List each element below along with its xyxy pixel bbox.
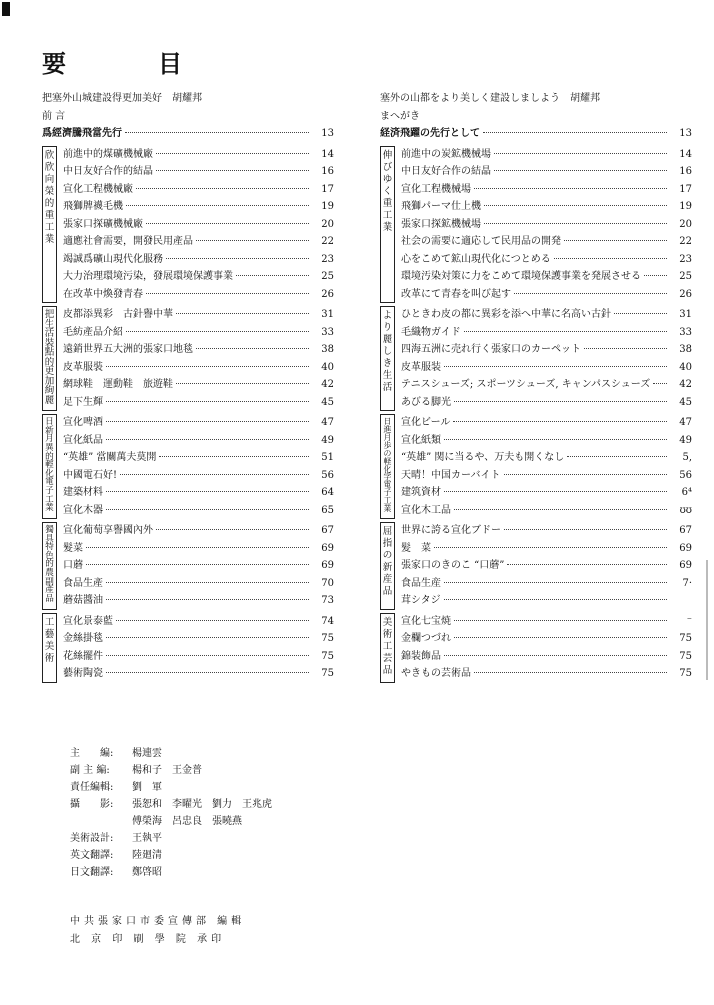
toc-entry[interactable] xyxy=(401,484,692,502)
page-number: 75 xyxy=(321,650,334,662)
credit-role: 美術設計: xyxy=(70,833,114,844)
dot-leader xyxy=(106,672,309,673)
dot-leader xyxy=(159,456,309,457)
toc-entry[interactable] xyxy=(401,163,692,181)
toc-entry[interactable] xyxy=(401,268,692,286)
dot-leader xyxy=(494,170,667,171)
entry-title: 食品生産 xyxy=(401,577,441,589)
scan-edge-line xyxy=(706,560,708,680)
dot-leader xyxy=(444,582,667,583)
toc-entry[interactable] xyxy=(63,467,334,485)
page-number: 49 xyxy=(679,434,692,446)
dot-leader xyxy=(116,620,309,621)
toc-entry[interactable] xyxy=(63,414,334,432)
page-number: 31 xyxy=(321,309,334,320)
dot-leader xyxy=(474,188,667,189)
toc-entry[interactable] xyxy=(63,484,334,502)
dot-leader xyxy=(444,655,667,656)
page-number: 19 xyxy=(321,201,334,212)
credit-role: 責任編輯: xyxy=(70,782,114,793)
page-number: 14 xyxy=(679,148,692,160)
page-number: 17 xyxy=(679,183,692,195)
page-number: 56 xyxy=(321,469,334,481)
toc-entry[interactable] xyxy=(63,449,334,467)
entry-title: “英雄” 関に当るや、万夫も開くなし xyxy=(401,452,565,463)
toc-entry[interactable] xyxy=(401,613,692,631)
page-number: 75 xyxy=(679,633,692,644)
dot-leader xyxy=(567,456,667,457)
dot-leader xyxy=(236,275,309,276)
entry-title: 中日友好合作の結晶 xyxy=(401,166,491,177)
preface-line: まへがき xyxy=(380,110,420,122)
editor-org-line: 中共張家口市委宣傳部 編輯 xyxy=(70,916,246,927)
entry-title: 網球鞋 運動鞋 旅遊鞋 xyxy=(63,379,173,390)
page-title: 要 目 xyxy=(42,49,216,78)
page-number: 33 xyxy=(679,326,692,338)
dot-leader xyxy=(454,401,667,402)
dot-leader xyxy=(614,313,667,314)
page-number: 40 xyxy=(679,361,692,373)
page-number: 75 xyxy=(321,668,334,679)
toc-entry[interactable] xyxy=(401,414,692,432)
entry-title: 藝術陶瓷 xyxy=(63,668,103,679)
page-number: 31 xyxy=(679,309,692,320)
section-group xyxy=(380,522,692,610)
entry-title: 世界に誇る宣化ブドー xyxy=(401,525,501,536)
entry-title: 張家口探礦機械廠 xyxy=(63,218,143,230)
page-number: 65 xyxy=(321,504,334,516)
page-number: 25 xyxy=(679,271,692,282)
credit-row xyxy=(70,762,272,779)
toc-entry[interactable] xyxy=(63,432,334,450)
credit-role: 主 編: xyxy=(70,748,114,759)
credit-role: 副 主 編: xyxy=(70,765,110,776)
entry-title: 宣化啤酒 xyxy=(63,417,103,428)
toc-entry[interactable] xyxy=(63,251,334,269)
page-number: 75 xyxy=(321,633,334,644)
entry-title: ひときわ皮の都に異彩を添へ中華に名高い古針 xyxy=(401,309,611,320)
toc-entry[interactable] xyxy=(401,146,692,164)
credit-names: 王執平 xyxy=(132,833,162,844)
page-number: 47 xyxy=(679,417,692,428)
page-number: 40 xyxy=(321,361,334,373)
section-label: 獨 具 特 色 的 農 副 產 品 xyxy=(42,522,57,610)
toc-entry[interactable] xyxy=(63,286,334,304)
credit-names: 陸廻清 xyxy=(132,850,162,861)
entry-title: 金欄つづれ xyxy=(401,633,451,644)
toc-entry[interactable] xyxy=(63,502,334,520)
entry-title: 建築材料 xyxy=(63,487,103,498)
credit-role: 英文翻譯: xyxy=(70,850,114,861)
credit-row xyxy=(70,813,272,830)
section-label: よ り 麗 し き 生 活 xyxy=(380,306,395,411)
toc-entry[interactable] xyxy=(401,376,692,394)
entry-title: 毛紡產品介紹 xyxy=(63,326,123,338)
toc-entry[interactable] xyxy=(401,540,692,558)
section-label: 欣 欣 向 榮 的 重 工 業 xyxy=(42,146,57,304)
dot-leader xyxy=(106,491,309,492)
dot-leader xyxy=(454,637,667,638)
page-number: 25 xyxy=(321,271,334,282)
toc-entry[interactable] xyxy=(401,665,692,683)
page-number: 45 xyxy=(679,396,692,408)
page-number: 51 xyxy=(321,452,334,463)
dot-leader xyxy=(146,293,309,294)
dot-leader xyxy=(584,348,667,349)
section-group xyxy=(42,414,334,519)
page-number: 67 xyxy=(321,525,334,536)
toc-entry[interactable] xyxy=(401,286,692,304)
dot-leader xyxy=(504,529,667,530)
section-label: 屈 指 の 新 産 品 xyxy=(380,522,395,610)
toc-entry[interactable] xyxy=(63,575,334,593)
toc-entry[interactable] xyxy=(63,324,334,342)
toc-entry[interactable] xyxy=(401,630,692,648)
entry-title: 宣化紙品 xyxy=(63,434,103,446)
japanese-contents-column xyxy=(380,90,692,686)
toc-entry[interactable] xyxy=(63,630,334,648)
toc-entry[interactable] xyxy=(63,198,334,216)
credit-names: 張恕和 李曜光 劉力 王兆虎 xyxy=(132,799,272,810)
page-number: 19 xyxy=(679,201,692,212)
page-number: 38 xyxy=(679,344,692,355)
toc-entry[interactable] xyxy=(401,557,692,575)
credit-row xyxy=(70,830,272,847)
toc-entry[interactable]: 爲經濟騰飛當先行 13 xyxy=(42,128,334,139)
dot-leader xyxy=(156,529,309,530)
entry-title: 髮菜 xyxy=(63,542,83,554)
entry-title: 張家口のきのこ “口蘑” xyxy=(401,560,505,571)
toc-entry[interactable] xyxy=(401,359,692,377)
entry-title: 大力治理環境污染，發展環境保護事業 xyxy=(63,271,233,282)
credit-row xyxy=(70,864,272,881)
page-number: 45 xyxy=(321,396,334,408)
page-number: 67 xyxy=(679,525,692,536)
foreword-author-line: 塞外の山都をより美しく建設しましよう 胡耀邦 xyxy=(380,93,600,104)
entry-title: 飛獅牌襪毛機 xyxy=(63,201,123,212)
credit-role: 日文翻譯: xyxy=(70,867,114,878)
toc-entry[interactable] xyxy=(401,306,692,324)
page-number: ⁻ xyxy=(686,615,692,627)
page-number: 49 xyxy=(321,434,334,446)
page-number: 26 xyxy=(679,288,692,300)
entry-title: 茸シタジ xyxy=(401,595,441,606)
toc-entry[interactable] xyxy=(401,198,692,216)
page-number: 69 xyxy=(679,542,692,554)
section-group xyxy=(42,522,334,610)
page-number: 20 xyxy=(679,218,692,230)
toc-entry[interactable] xyxy=(63,216,334,234)
page-number: 22 xyxy=(679,236,692,247)
dot-leader xyxy=(106,439,309,440)
dot-leader xyxy=(653,383,667,384)
credit-row xyxy=(70,796,272,813)
section-label: 日 進 月 歩 の 軽 化 学 電 子 工 業 xyxy=(380,414,395,519)
section-label: 把 生 活 裝 點 的 更 加 絢 麗 xyxy=(42,306,57,411)
entry-title: 宣化ビール xyxy=(401,417,451,428)
entry-title: 食品生產 xyxy=(63,577,103,589)
toc-entry[interactable] xyxy=(401,502,692,520)
section-group xyxy=(380,613,692,683)
section-group xyxy=(380,306,692,411)
page-number: 75 xyxy=(679,668,692,679)
dot-leader xyxy=(86,547,309,548)
entry-title: 天晴！中国カーバイト xyxy=(401,469,501,481)
dot-leader xyxy=(120,474,309,475)
preface-line: 前 言 xyxy=(42,110,66,122)
dot-leader xyxy=(106,655,309,656)
entry-title: 中日友好合作的結晶 xyxy=(63,166,153,177)
printer-line: 北 京 印 刷 學 院 承印 xyxy=(70,934,226,945)
toc-entry[interactable] xyxy=(401,341,692,359)
entry-title: 張家口探鉱機械場 xyxy=(401,218,481,230)
dot-leader xyxy=(86,564,309,565)
dot-leader xyxy=(106,421,309,422)
page-number: 20 xyxy=(321,218,334,230)
entry-title: 宣化景泰藍 xyxy=(63,615,113,627)
dot-leader xyxy=(644,275,667,276)
dot-leader xyxy=(444,491,667,492)
entry-title: 宣化七宝焼 xyxy=(401,615,451,627)
entry-title: 遠銷世界五大洲的張家口地毯 xyxy=(63,344,193,355)
section-label: 美 術 工 芸 品 xyxy=(380,613,395,683)
page-number: 73 xyxy=(321,595,334,606)
dot-leader xyxy=(454,620,667,621)
page-number: 56 xyxy=(679,469,692,481)
credit-names: 劉 軍 xyxy=(132,782,162,793)
dot-leader xyxy=(176,313,309,314)
dot-leader xyxy=(444,599,667,600)
dot-leader xyxy=(106,599,309,600)
dot-leader xyxy=(156,153,309,154)
dot-leader xyxy=(196,348,309,349)
page-number: 64 xyxy=(321,487,334,498)
entry-title: 適應社會需要，開發民用產品 xyxy=(63,236,193,247)
toc-entry[interactable] xyxy=(401,394,692,412)
entry-title: 皮革服装 xyxy=(401,361,441,373)
page-number: 33 xyxy=(321,326,334,338)
page-number: 6⁴ xyxy=(681,487,692,498)
toc-entry[interactable] xyxy=(401,575,692,593)
entry-title: 皮革服裝 xyxy=(63,361,103,373)
credit-names: 楊和子 王金普 xyxy=(132,765,202,776)
page-number: 69 xyxy=(321,542,334,554)
entry-title: 心をこめて鉱山現代化につとめる xyxy=(401,253,551,265)
toc-entry[interactable] xyxy=(63,146,334,164)
dot-leader xyxy=(176,383,309,384)
dot-leader xyxy=(146,223,309,224)
toc-entry[interactable] xyxy=(401,522,692,540)
entry-title: 宣化木工品 xyxy=(401,504,451,516)
page-number: 14 xyxy=(321,148,334,160)
dot-leader xyxy=(136,188,309,189)
credit-row xyxy=(70,745,272,762)
entry-title: 宣化工程機械場 xyxy=(401,183,471,195)
entry-title: 宣化工程機械廠 xyxy=(63,183,133,195)
dot-leader xyxy=(156,170,309,171)
dot-leader xyxy=(106,582,309,583)
entry-title: 口蘑 xyxy=(63,560,83,571)
toc-entry[interactable] xyxy=(63,359,334,377)
dot-leader xyxy=(444,366,667,367)
page-number: 26 xyxy=(321,288,334,300)
dot-leader xyxy=(504,474,668,475)
toc-entry[interactable] xyxy=(63,522,334,540)
page-number: 16 xyxy=(679,166,692,177)
entry-title: 足下生輝 xyxy=(63,396,103,408)
entry-title: 四海五洲に売れ行く張家口のカーペット xyxy=(401,344,581,355)
entry-title: 花絲擺件 xyxy=(63,650,103,662)
toc-entry[interactable] xyxy=(63,341,334,359)
section-group xyxy=(42,613,334,683)
entry-title: 竭誠爲礦山現代化服務 xyxy=(63,253,163,265)
toc-entry[interactable] xyxy=(401,216,692,234)
dot-leader xyxy=(507,564,667,565)
entry-title: 環境汚染対策に力をこめて環境保護事業を発展させる xyxy=(401,271,641,282)
entry-title: テニスシューズ; スポーツシューズ, キャンパスシューズ xyxy=(401,379,651,390)
page-number: 23 xyxy=(679,253,692,265)
toc-entry[interactable] xyxy=(63,394,334,412)
section-group xyxy=(380,146,692,304)
credit-names: 鄭啓昭 xyxy=(132,867,162,878)
section-group xyxy=(42,306,334,411)
toc-entry[interactable] xyxy=(401,233,692,251)
toc-entry[interactable] xyxy=(63,557,334,575)
toc-entry[interactable] xyxy=(63,540,334,558)
dot-leader xyxy=(126,205,309,206)
entry-title: 金絲掛毯 xyxy=(63,633,103,644)
entry-title: 宣化木器 xyxy=(63,504,103,516)
entry-title: 前進中の炭鉱機械場 xyxy=(401,148,491,160)
section-label: 工 藝 美 術 xyxy=(42,613,57,683)
page-number: 16 xyxy=(321,166,334,177)
section-group xyxy=(42,146,334,304)
section-label: 伸 び ゆ く 重 工 業 xyxy=(380,146,395,304)
dot-leader xyxy=(484,205,667,206)
page-number: 38 xyxy=(321,344,334,355)
credit-row xyxy=(70,779,272,796)
dot-leader xyxy=(554,258,667,259)
dot-leader xyxy=(514,293,667,294)
toc-entry[interactable] xyxy=(401,592,692,610)
page-number: 75 xyxy=(679,650,692,662)
entry-title: 皮都添異彩 古針譽中華 xyxy=(63,309,173,320)
dot-leader xyxy=(564,240,667,241)
page-number: 69 xyxy=(679,560,692,571)
entry-title: 髪 菜 xyxy=(401,542,431,554)
page-number: 42 xyxy=(679,379,692,390)
entry-title: 毛織物ガイド xyxy=(401,326,461,338)
toc-entry[interactable] xyxy=(401,251,692,269)
page-number: 17 xyxy=(321,183,334,195)
toc-entry[interactable] xyxy=(63,648,334,666)
toc-entry[interactable] xyxy=(63,306,334,324)
entry-title: やきもの芸術品 xyxy=(401,668,471,679)
page-number: ʊʊ xyxy=(679,504,692,516)
toc-entry[interactable] xyxy=(63,376,334,394)
toc-entry[interactable] xyxy=(401,648,692,666)
page-number: 74 xyxy=(321,615,334,627)
toc-entry[interactable] xyxy=(63,233,334,251)
dot-leader xyxy=(484,223,667,224)
entry-title: 前進中的煤礦機械廠 xyxy=(63,148,153,160)
foreword-author-line: 把塞外山城建設得更加美好 胡耀邦 xyxy=(42,93,202,104)
page-number: 70 xyxy=(321,577,334,589)
page-number: 23 xyxy=(321,253,334,265)
entry-title: 中國電石好! xyxy=(63,469,118,481)
credit-names: 楊連雲 xyxy=(132,748,162,759)
entry-title: “英雄” 當關萬夫莫開 xyxy=(63,452,157,463)
toc-entry[interactable] xyxy=(63,163,334,181)
dot-leader xyxy=(454,509,667,510)
credit-role: 攝 影: xyxy=(70,799,114,810)
entry-title: 蘑菇醬油 xyxy=(63,595,103,606)
credits-block xyxy=(70,745,272,881)
dot-leader xyxy=(106,509,309,510)
credit-row xyxy=(70,847,272,864)
toc-entry[interactable] xyxy=(401,449,692,467)
entry-title: 改革にて青春を叫び起す xyxy=(401,288,511,300)
dot-leader xyxy=(166,258,309,259)
page-number: 42 xyxy=(321,379,334,390)
entry-title: 宣化紙類 xyxy=(401,434,441,446)
page-number: 5, xyxy=(682,452,692,463)
dot-leader xyxy=(464,331,667,332)
toc-entry[interactable] xyxy=(401,324,692,342)
dot-leader xyxy=(106,401,309,402)
entry-title: 社会の需要に適応して民用品の開発 xyxy=(401,236,561,247)
page-number: 47 xyxy=(321,417,334,428)
dot-leader xyxy=(106,366,309,367)
dot-leader xyxy=(494,153,667,154)
toc-entry[interactable] xyxy=(63,181,334,199)
section-group xyxy=(380,414,692,519)
credit-names: 傅榮海 呂忠良 張曉燕 xyxy=(132,816,242,827)
dot-leader xyxy=(126,331,309,332)
toc-entry[interactable] xyxy=(401,432,692,450)
toc-entry[interactable] xyxy=(63,592,334,610)
page-number: 7· xyxy=(682,577,692,589)
dot-leader xyxy=(434,547,667,548)
corner-mark xyxy=(2,2,10,16)
entry-title: 建筑資材 xyxy=(401,487,441,498)
publisher-block xyxy=(70,913,245,949)
toc-entry[interactable] xyxy=(401,181,692,199)
dot-leader xyxy=(474,672,667,673)
dot-leader xyxy=(444,439,667,440)
entry-title: あびる脚光 xyxy=(401,396,451,408)
entry-title: 錦装飾品 xyxy=(401,650,441,662)
page-number: 22 xyxy=(321,236,334,247)
dot-leader xyxy=(106,637,309,638)
page-number: 69 xyxy=(321,560,334,571)
section-label: 日 新 月 異 的 輕 化 電 子 工 業 xyxy=(42,414,57,519)
toc-entry[interactable] xyxy=(63,268,334,286)
dot-leader xyxy=(196,240,309,241)
chinese-contents-column xyxy=(42,90,334,686)
toc-entry[interactable] xyxy=(63,613,334,631)
toc-entry[interactable] xyxy=(63,665,334,683)
dot-leader xyxy=(453,421,667,422)
credit-role xyxy=(70,813,132,830)
entry-title: 在改革中煥發青春 xyxy=(63,288,143,300)
toc-entry[interactable] xyxy=(401,467,692,485)
toc-entry[interactable]: 経済飛躍の先行として 13 xyxy=(380,128,692,139)
entry-title: 飛獅パーマ仕上機 xyxy=(401,201,481,212)
entry-title: 宣化葡萄享譽國內外 xyxy=(63,525,153,536)
